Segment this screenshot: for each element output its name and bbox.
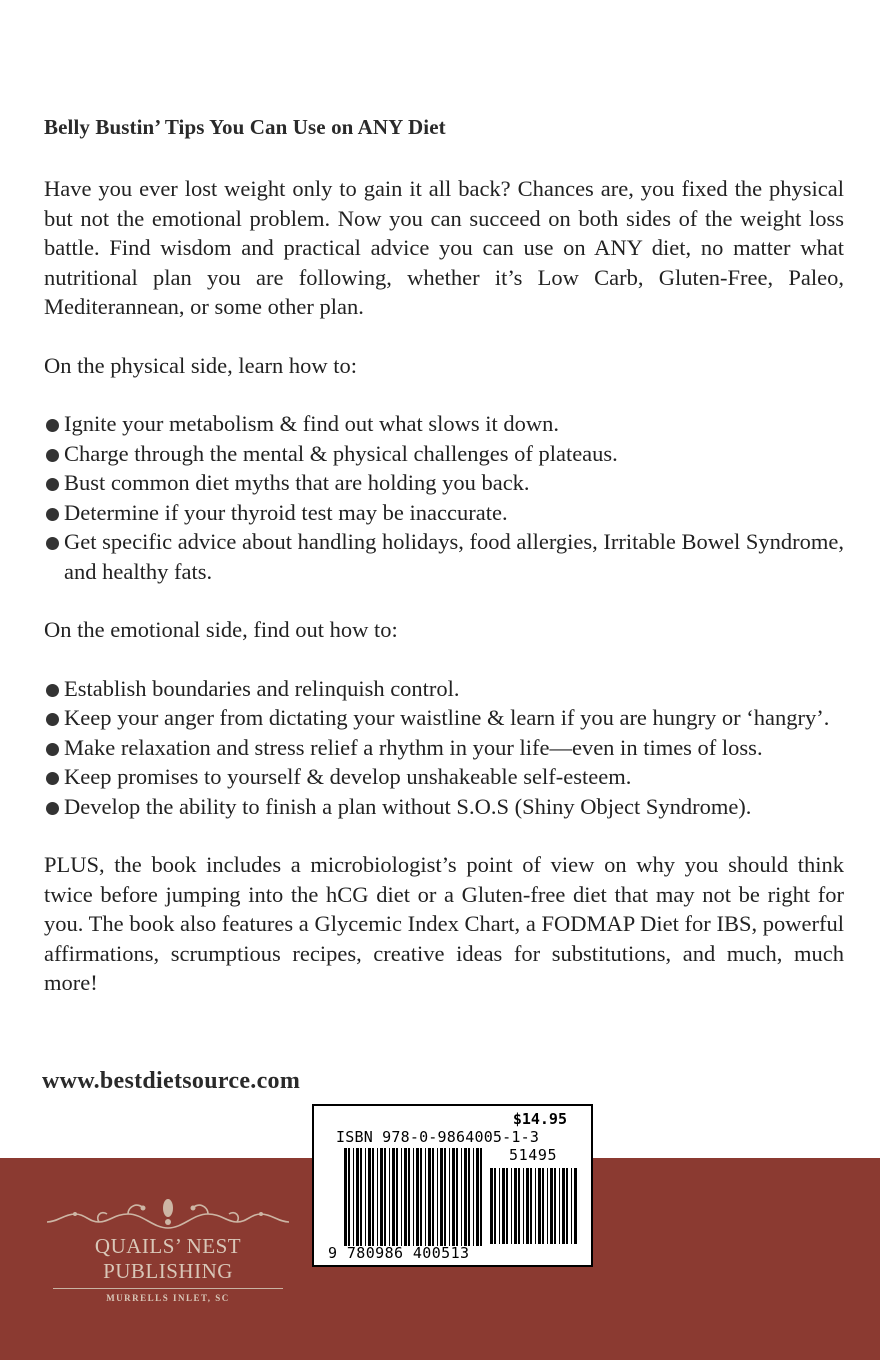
barcode-bar (523, 1168, 524, 1244)
barcode-bar (490, 1168, 493, 1244)
barcode-bar (480, 1148, 482, 1246)
list-item: Determine if your thyroid test may be inaccurate. (44, 498, 844, 528)
cover-copy (44, 115, 844, 1027)
price-label: $14.95 (512, 1110, 567, 1128)
list-item: Keep promises to yourself & develop unshakeable self-esteem. (44, 762, 844, 792)
ornament-icon (43, 1196, 293, 1232)
barcode-bar (428, 1148, 431, 1246)
barcode-bar (547, 1168, 548, 1244)
barcode-bar (464, 1148, 467, 1246)
barcode-bar (566, 1168, 568, 1244)
plus-paragraph: PLUS, the book includes a microbiologist’s point of view on why you should think twice before jumping into the hCG diet or a Gluten-free diet that may not be right for you. The book also features a Glycemic Index Chart, a FODMAP Diet for IBS, powerful affirmations, scrumptious recipes, creative ideas for substitutions, and much, much more! (44, 852, 844, 995)
barcode-bar (432, 1148, 434, 1246)
barcode-bar (348, 1148, 350, 1246)
barcode-bar (538, 1168, 541, 1244)
publisher-name: QUAILS’ NEST PUBLISHING (94, 1234, 242, 1283)
barcode-bar (356, 1148, 359, 1246)
barcode-bar (392, 1148, 395, 1246)
publisher-location: MURRELLS INLET, SC (106, 1293, 230, 1303)
barcode-bar (416, 1148, 419, 1246)
barcode-bar (452, 1148, 455, 1246)
barcode-bar (511, 1168, 512, 1244)
barcode-bar (384, 1148, 386, 1246)
barcode-bar (413, 1148, 414, 1246)
list-item: Charge through the mental & physical challenges of plateaus. (44, 439, 844, 469)
barcode-bar (444, 1148, 446, 1246)
publisher-divider (53, 1288, 283, 1289)
barcode-bar (494, 1168, 496, 1244)
barcode-bar (344, 1148, 347, 1246)
publisher-logo (38, 1196, 298, 1303)
barcode-bar (502, 1168, 505, 1244)
website-link[interactable]: www.bestdietsource.com (42, 1068, 301, 1094)
barcode-bar (420, 1148, 422, 1246)
list-item: Get specific advice about handling holidays, food allergies, Irritable Bowel Syndrome, and healthy fats. (44, 527, 844, 586)
barcode-bar (440, 1148, 443, 1246)
barcode-bar (404, 1148, 407, 1246)
intro-paragraph: Have you ever lost weight only to gain it all back? Chances are, you fixed the physical but not the emotional problem. Now you can succeed on both sides of the weight loss battle. Find wisdom and practical advice you can use on ANY diet, no matter what nutritional plan you are following, whether it’s Low Carb, Gluten-Free, Paleo, Mediterannean, or some other plan. (44, 176, 844, 319)
barcode-digits: 9 780986 400513 (328, 1244, 470, 1262)
barcode-bar (574, 1168, 577, 1244)
list-item: Make relaxation and stress relief a rhythm in your life—even in times of loss. (44, 733, 844, 763)
barcode-bar (514, 1168, 517, 1244)
barcode-bar (550, 1168, 553, 1244)
barcode-bar (456, 1148, 458, 1246)
physical-intro: On the physical side, learn how to: (44, 352, 358, 378)
barcode-bar (368, 1148, 371, 1246)
barcode-bar (372, 1148, 374, 1246)
barcode-addon-digits: 51495 (509, 1146, 558, 1164)
isbn-label: ISBN 978-0-9864005-1-3 (336, 1128, 540, 1146)
barcode-bar (365, 1148, 366, 1246)
emotional-intro: On the emotional side, find out how to: (44, 617, 398, 642)
barcode-bar (389, 1148, 390, 1246)
barcode-bar (476, 1148, 479, 1246)
barcode-bar (535, 1168, 536, 1244)
isbn-barcode-box (312, 1104, 593, 1267)
barcode-bar (571, 1168, 572, 1244)
barcode-bar (518, 1168, 520, 1244)
barcode-bar (396, 1148, 398, 1246)
list-item: Bust common diet myths that are holding you back. (44, 468, 844, 498)
barcode-bar (468, 1148, 470, 1246)
barcode-bar (408, 1148, 410, 1246)
barcode-bar (530, 1168, 532, 1244)
barcode-bar (559, 1168, 560, 1244)
barcode-bar (425, 1148, 426, 1246)
physical-list (44, 409, 844, 586)
barcode-bar (353, 1148, 354, 1246)
barcode-bar (542, 1168, 544, 1244)
barcode-bar (401, 1148, 402, 1246)
barcode-bar (506, 1168, 508, 1244)
barcode-bar (380, 1148, 383, 1246)
barcode-bar (473, 1148, 474, 1246)
list-item: Ignite your metabolism & find out what slows it down. (44, 409, 844, 439)
barcode-bar (554, 1168, 556, 1244)
barcode-bar (437, 1148, 438, 1246)
addon-barcode-icon (490, 1168, 578, 1244)
barcode-bar (461, 1148, 462, 1246)
barcode-bar (562, 1168, 565, 1244)
barcode-bar (499, 1168, 500, 1244)
barcode-bar (526, 1168, 529, 1244)
barcode-bar (449, 1148, 450, 1246)
cover-heading: Belly Bustin’ Tips You Can Use on ANY Diet (44, 115, 446, 139)
emotional-list (44, 674, 844, 822)
barcode-bar (360, 1148, 362, 1246)
barcode-icon (344, 1148, 484, 1246)
barcode-bar (377, 1148, 378, 1246)
list-item: Establish boundaries and relinquish control. (44, 674, 844, 704)
list-item: Develop the ability to finish a plan without S.O.S (Shiny Object Syndrome). (44, 792, 844, 822)
list-item: Keep your anger from dictating your waistline & learn if you are hungry or ‘hangry’. (44, 703, 844, 733)
